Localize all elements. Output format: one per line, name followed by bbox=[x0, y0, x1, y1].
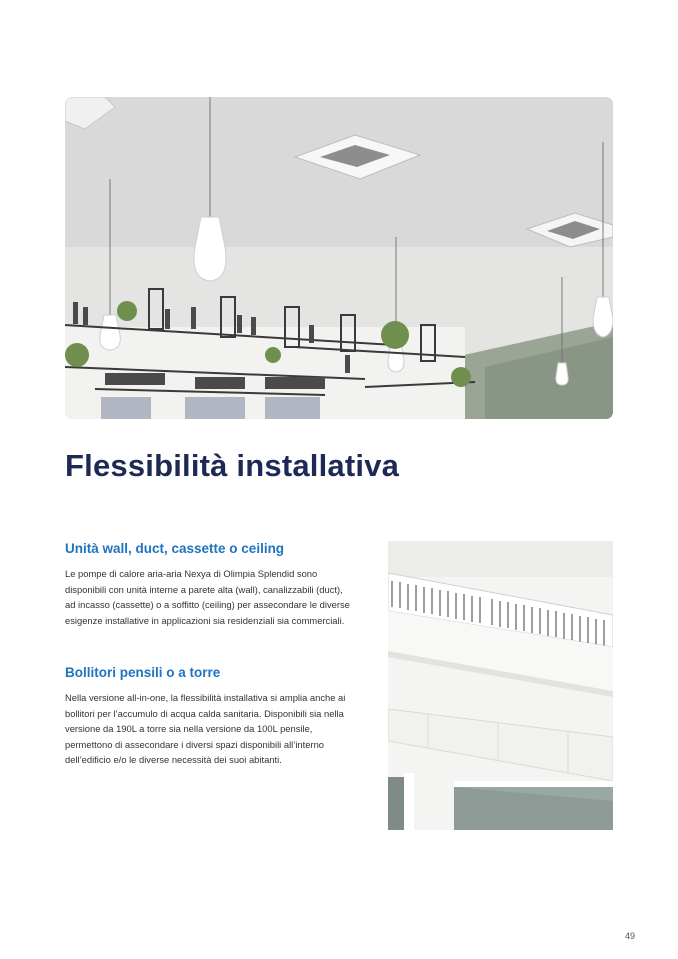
section-heading: Bollitori pensili o a torre bbox=[65, 665, 221, 680]
section-heading: Unità wall, duct, cassette o ceiling bbox=[65, 541, 285, 556]
hero-photo-bar-ceiling-cassettes bbox=[65, 97, 613, 419]
section-boilers bbox=[65, 665, 355, 768]
ceiling-duct-unit-photo bbox=[388, 541, 613, 830]
hero-illustration bbox=[65, 97, 613, 419]
section-body: Le pompe di calore aria-aria Nexya di Olimpia Splendid sono disponibili con unità interne a parete alta (wall), canalizzabili (duct), ad incasso (cassette) o a soffitto (ceiling) per assecondare le diverse esigenze installative in applicazioni sia residenziali sia commerciali. bbox=[65, 568, 350, 626]
section-body: Nella versione all-in-one, la flessibilità installativa si amplia anche ai bollitori per l’accumulo di acqua calda sanitaria. Disponibili sia nella versione da 190L a torre sia nella versione da 100L pensile, permettono di assecondare i diversi spazi disponibili all’interno dell’edificio e/o le diverse necessità dei suoi abitanti. bbox=[65, 692, 346, 766]
duct-grille-illustration bbox=[388, 541, 613, 830]
page-number: 49 bbox=[624, 931, 635, 941]
section-indoor-units bbox=[65, 541, 355, 628]
page-title: Flessibilità installativa bbox=[65, 448, 400, 483]
